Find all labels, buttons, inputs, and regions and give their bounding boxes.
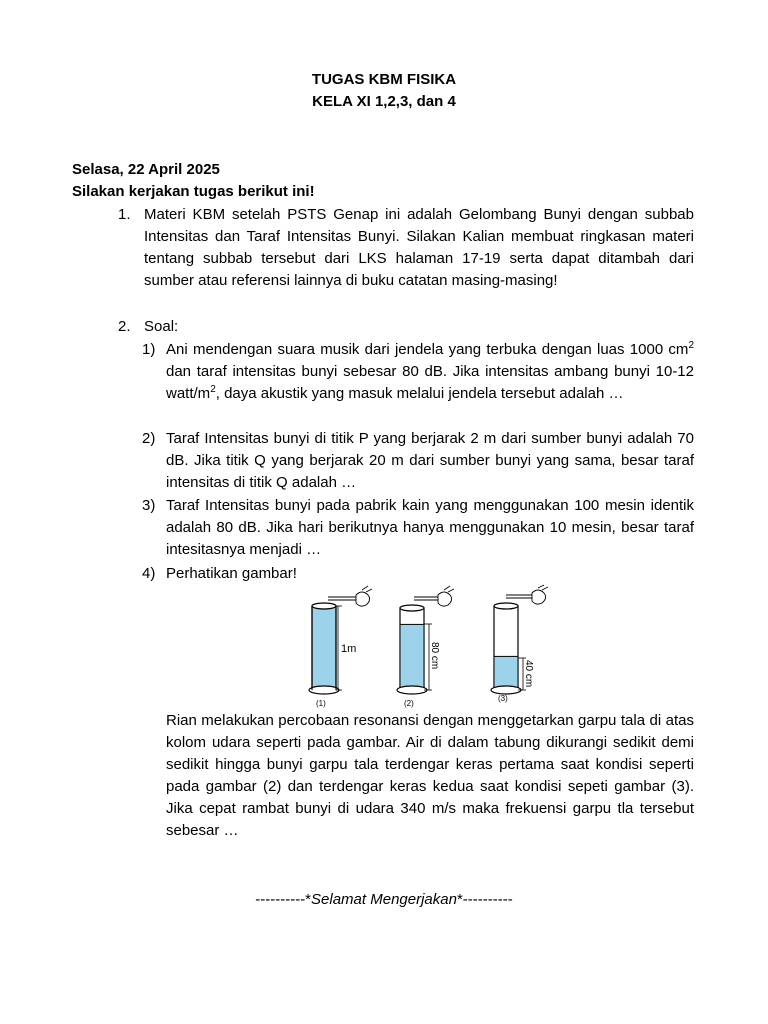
tube-1-caption: (1) [316,699,326,708]
q1-part-a: Ani mendengan suara musik dari jendela yang terbuka dengan luas 1000 cm [166,341,689,358]
tube-2-caption: (2) [404,699,414,708]
footer-dashes-right: *---------- [456,891,513,908]
tube-3-caption: (3) [498,694,508,703]
tube-3-label: 40 cm [523,660,534,688]
resonance-tube-figure [300,584,560,714]
question-4-text: Perhatikan gambar! [166,565,297,582]
tube-3 [491,585,548,703]
question-1-text [166,339,694,405]
tube-1 [309,586,372,708]
footer-dashes-left: ----------* [255,891,312,908]
document-subtitle: KELA XI 1,2,3, dan 4 [312,93,456,110]
question-2-text: Taraf Intensitas bunyi di titik P yang berjarak 2 m dari sumber bunyi adalah 70 dB. Jika titik Q yang berjarak 20 m dari sumber bunyi yang sama, besar taraf intensitas di titik Q adalah … [166,430,694,491]
document-title: TUGAS KBM FISIKA [311,71,457,88]
question-4-continuation: Rian melakukan percobaan resonansi dengan menggetarkan garpu tala di atas kolom udara seperti pada gambar. Air di dalam tabung dikurangi sedikit demi sedikit hingga bunyi garpu tala terdengar keras pertama saat kondisi seperti pada gambar (2) dan terdengar keras kedua saat kondisi sepeti gambar (3). Jika cepat rambat bunyi di udara 340 m/s maka frekuensi garpu tla tersebut sebesar … [166,712,694,839]
tube-1-label: 1m [341,643,357,655]
tube-2-water [400,624,424,690]
item-2-number: 2. [118,318,131,335]
item-1-number: 1. [118,206,131,223]
tube-3-water [494,656,518,690]
question-4-number: 4) [142,565,156,582]
item-2-label: Soal: [144,318,179,335]
question-3-text: Taraf Intensitas bunyi pada pabrik kain yang menggunakan 100 mesin identik adalah 80 dB. Jika hari berikutnya hanya menggunakan 10 mesin, besar taraf intesitasnya menjadi … [166,497,694,558]
q1-part-c: , daya akustik yang masuk melalui jendela tersebut adalah … [215,385,624,402]
assignment-date: Selasa, 22 April 2025 [72,161,220,178]
question-1-number: 1) [142,341,156,358]
item-1-text: Materi KBM setelah PSTS Genap ini adalah Gelombang Bunyi dengan subbab Intensitas dan Taraf Intensitas Bunyi. Silakan Kalian membuat ringkasan materi tentang subbab tersebut dari LKS halaman 17-19 serta dapat ditambah dari sumber atau referensi lainnya di buku catatan masing-masing! [144,206,694,289]
tube-2-label: 80 cm [429,642,440,670]
instruction-text: Silakan kerjakan tugas berikut ini! [72,183,315,200]
tube-2 [397,586,454,708]
q1-part-b: dan taraf intensitas bunyi sebesar 80 dB. Jika intensitas ambang bunyi 10-12 watt/m [166,363,694,402]
question-2-number: 2) [142,430,156,447]
question-3-number: 3) [142,497,156,514]
q1-sup-b: 2 [210,384,216,395]
q1-sup-a: 2 [688,340,694,351]
tube-1-water [312,606,336,690]
closing-line [0,889,768,911]
closing-text: Selamat Mengerjakan [311,891,457,908]
